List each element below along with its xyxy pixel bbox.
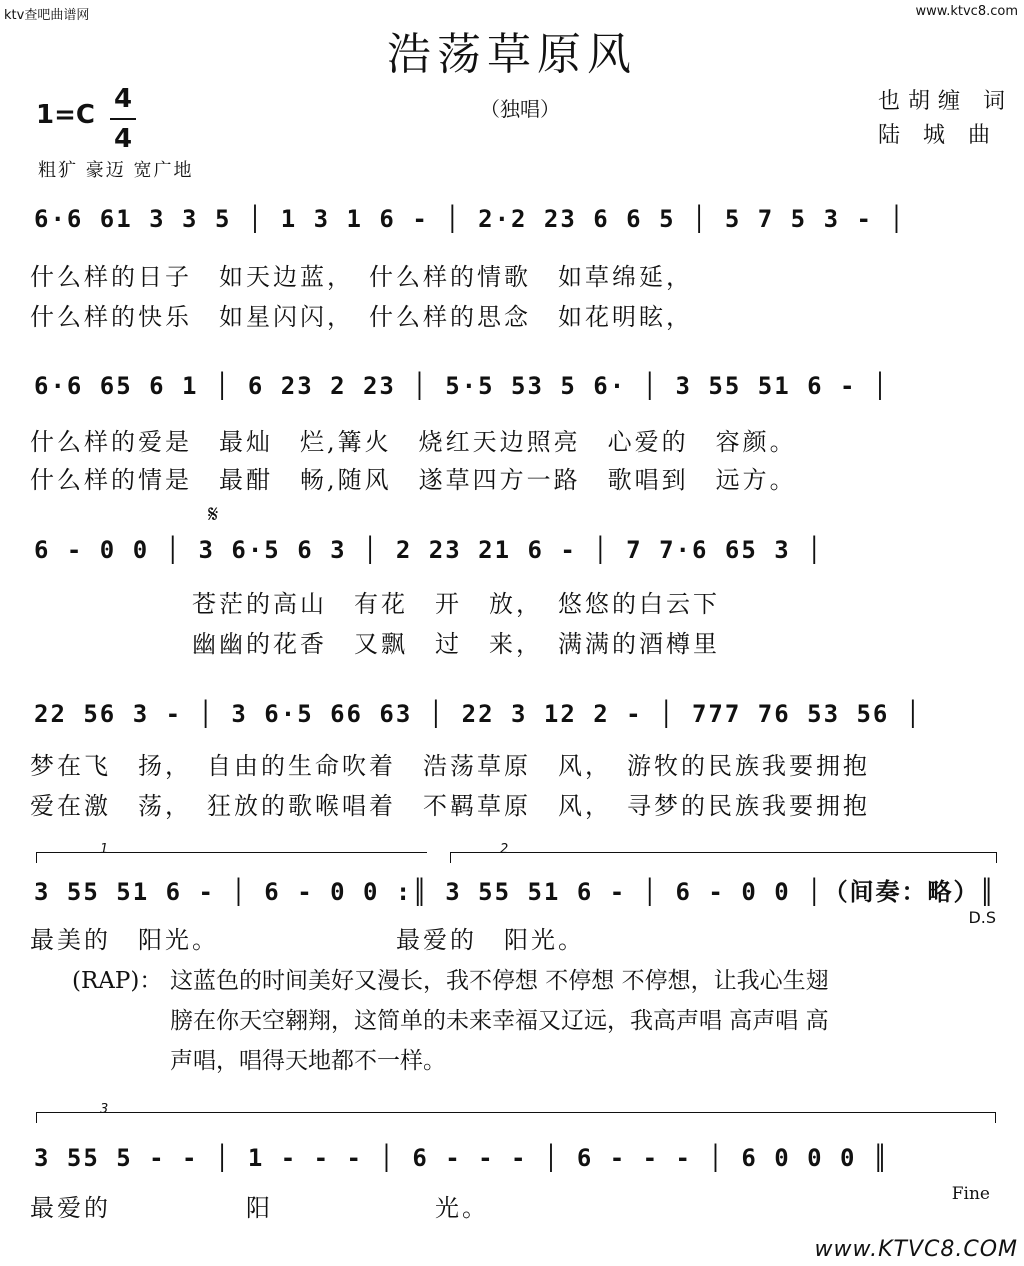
rap-label: (RAP)： [72, 968, 163, 994]
song-title: 浩荡草原风 [387, 29, 637, 80]
notation-line: 3 55 5 - - │ 1 - - - │ 6 - - - │ 6 - - - │ 6 0 0 0 ║ [34, 1144, 890, 1172]
volta-number-1: 1 [100, 842, 109, 857]
lyric-verse-1: 什么样的日子 如天边蓝， 什么样的情歌 如草绵延， [30, 263, 693, 291]
composer-credit: 陆 城 曲 [878, 123, 998, 148]
segno-sign: 𝄋 [208, 500, 219, 528]
lyric-verse-2: 幽幽的花香 又飘 过 来， 满满的酒樽里 [30, 630, 720, 658]
lyric-verse-1: 苍茫的高山 有花 开 放， 悠悠的白云下 [30, 590, 720, 618]
performance-type: （独唱） [480, 97, 560, 121]
rap-line-3: 声唱，唱得天地都不一样。 [170, 1048, 446, 1074]
time-denominator: 4 [113, 124, 133, 154]
watermark-left: ktv查吧曲谱网 [4, 8, 90, 23]
lyricist-credit: 也胡缠 词 [878, 89, 1013, 114]
volta-number-3: 3 [100, 1102, 109, 1117]
lyric-verse-1: 梦在飞 扬， 自由的生命吹着 浩荡草原 风， 游牧的民族我要拥抱 [30, 752, 870, 780]
lyric-verse-1: 什么样的爱是 最灿 烂,篝火 烧红天边照亮 心爱的 容颜。 [30, 428, 797, 456]
volta-bracket-2 [450, 852, 997, 863]
fine-mark: Fine [951, 1184, 990, 1204]
lyric-verse-2: 什么样的快乐 如星闪闪， 什么样的思念 如花明眩， [30, 303, 693, 331]
lyric-line: 最美的 阳光。 最爱的 阳光。 [30, 926, 585, 954]
volta-bracket-3 [36, 1112, 996, 1123]
notation-line: 6·6 61 3 3 5 │ 1 3 1 6 - │ 2·2 23 6 6 5 │ 5 7 5 3 - │ [34, 205, 906, 233]
notation-line: 22 56 3 - │ 3 6·5 66 63 │ 22 3 12 2 - │ 777 76 53 56 │ [34, 700, 923, 728]
key-signature: 1=C [36, 100, 95, 130]
volta-number-2: 2 [500, 842, 509, 857]
lyric-verse-2: 什么样的情是 最酣 畅,随风 遂草四方一路 歌唱到 远方。 [30, 466, 797, 494]
footer-watermark: www.KTVC8.COM [814, 1237, 1018, 1262]
dal-segno-mark: D.S [968, 908, 996, 927]
time-numerator: 4 [113, 84, 133, 114]
rap-line-1: 这蓝色的时间美好又漫长，我不停想 不停想 不停想，让我心生翅 [170, 968, 829, 994]
volta-bracket-1 [36, 852, 427, 863]
notation-line: 6·6 65 6 1 │ 6 23 2 23 │ 5·5 53 5 6· │ 3 55 51 6 - │ [34, 372, 890, 400]
rap-line-2: 膀在你天空翱翔，这简单的未来幸福又辽远，我高声唱 高声唱 高 [170, 1008, 829, 1034]
lyric-line: 最爱的 阳 光。 [30, 1194, 489, 1222]
watermark-right: www.ktvc8.com [915, 4, 1018, 19]
time-signature [110, 82, 136, 156]
notation-line: 3 55 51 6 - │ 6 - 0 0 :║ 3 55 51 6 - │ 6 - 0 0 │（间奏：略）║ [34, 878, 997, 906]
lyric-verse-2: 爱在激 荡， 狂放的歌喉唱着 不羁草原 风， 寻梦的民族我要拥抱 [30, 792, 870, 820]
tempo-marking: 粗犷 豪迈 宽广地 [38, 160, 194, 181]
notation-line: 6 - 0 0 │ 3 6·5 6 3 │ 2 23 21 6 - │ 7 7·6 65 3 │ [34, 536, 824, 564]
